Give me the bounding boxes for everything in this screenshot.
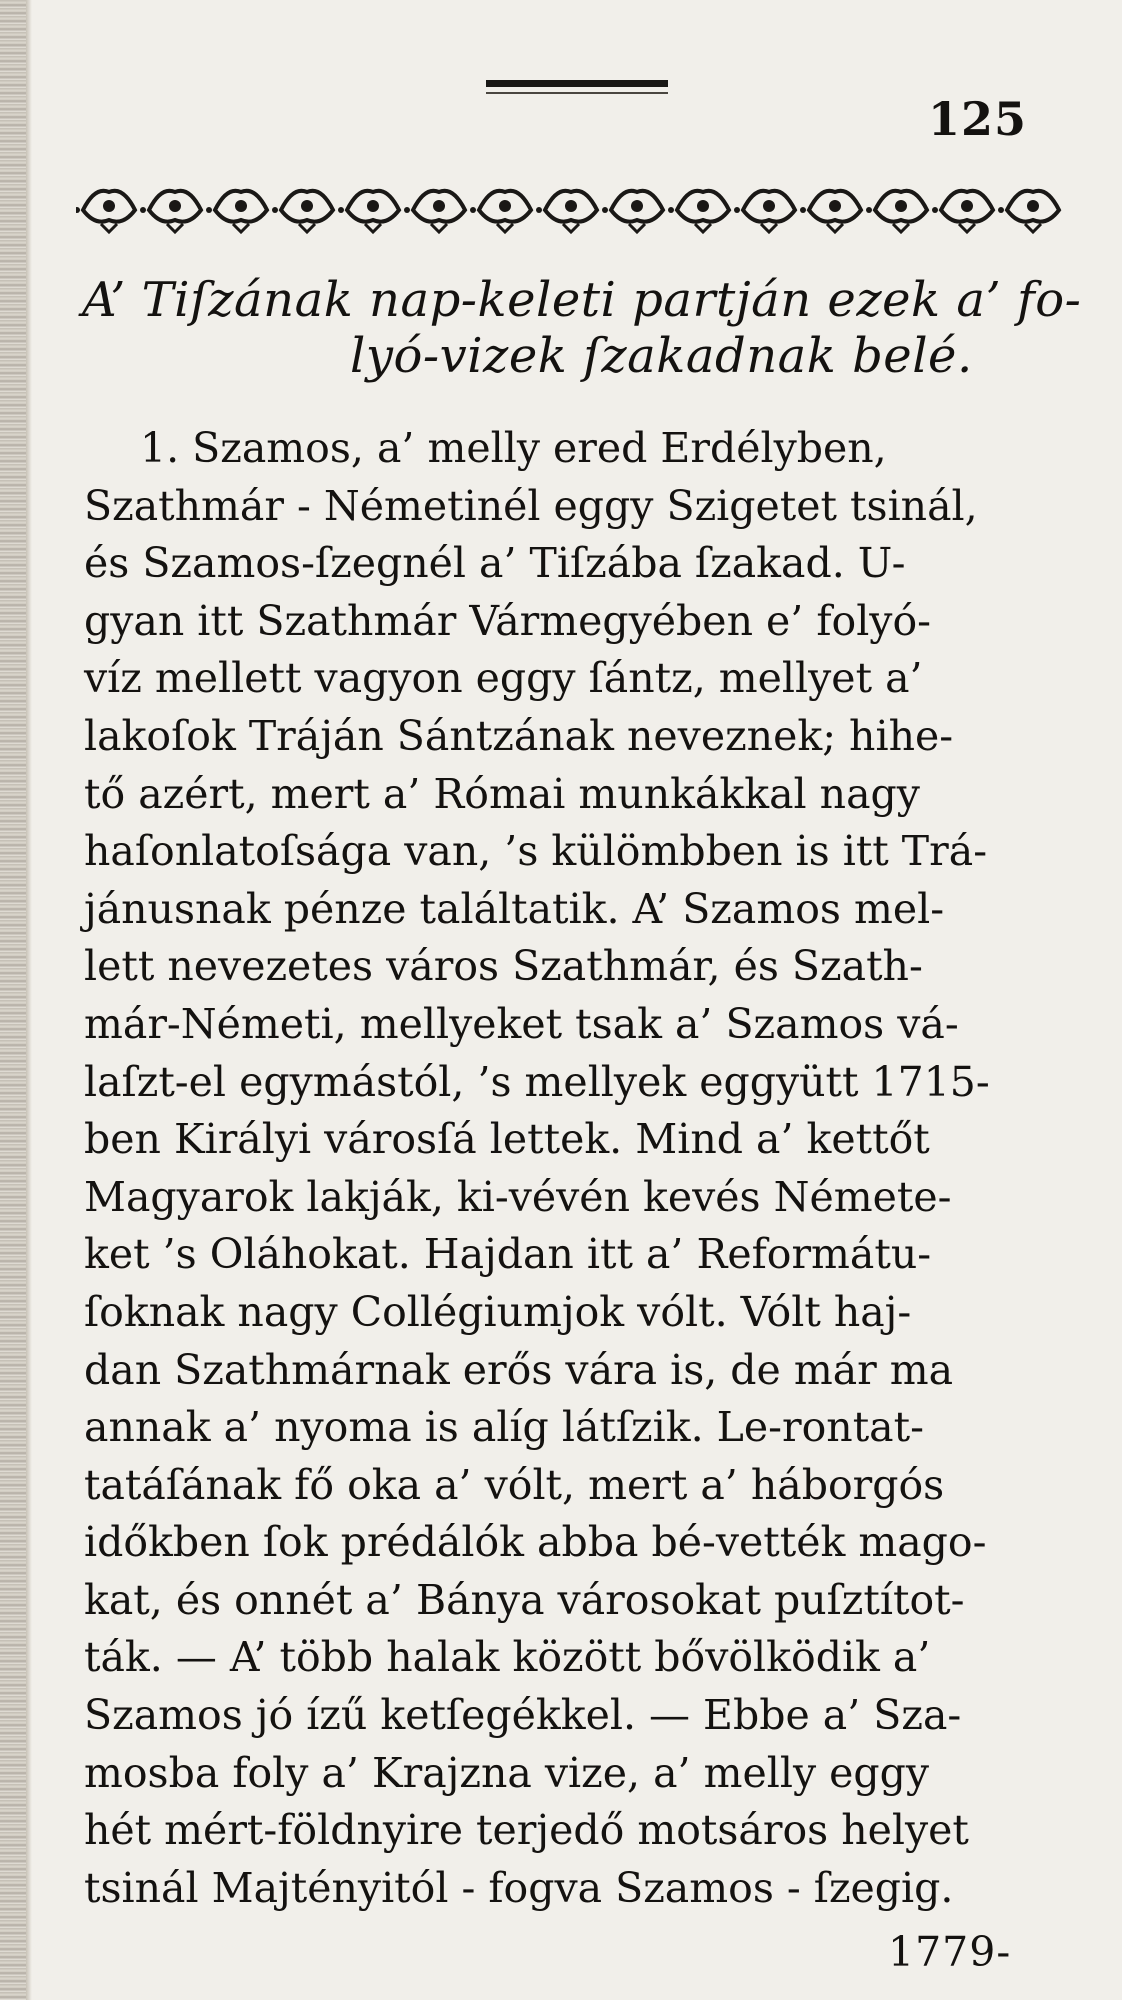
page-number: 125 bbox=[928, 92, 1028, 146]
body-line: gyan itt Szathmár Vármegyében e’ folyó- bbox=[84, 596, 932, 645]
fleuron-icon bbox=[998, 191, 1059, 232]
body-line: mosba foly a’ Krajzna vize, a’ melly eggy bbox=[84, 1748, 930, 1797]
fleuron-icon bbox=[800, 191, 861, 232]
body-line: és Szamos-ſzegnél a’ Tiſzába ſzakad. U- bbox=[84, 539, 906, 588]
body-line: Magyarok lakják, ki-vévén kevés Némete- bbox=[84, 1172, 952, 1221]
body-line: hét mért-földnyire terjedő motsáros helyet bbox=[84, 1806, 969, 1855]
body-line: ták. — A’ több halak között bővölködik a’ bbox=[84, 1633, 931, 1682]
fleuron-icon bbox=[866, 191, 927, 232]
fleuron-icon bbox=[272, 191, 333, 232]
body-line: annak a’ nyoma is alíg látſzik. Le-rontat- bbox=[84, 1403, 924, 1452]
header-rule-thin bbox=[486, 92, 668, 94]
body-line: ket ’s Oláhokat. Hajdan itt a’ Reformátu- bbox=[84, 1230, 932, 1279]
body-line: tatáſának fő oka a’ vólt, mert a’ háborgós bbox=[84, 1460, 945, 1509]
heading-line-1: A’ Tiſzának nap-keleti partján ezek a’ fo- bbox=[82, 272, 1082, 328]
body-line: kat, és onnét a’ Bánya városokat puſztítot- bbox=[84, 1575, 965, 1624]
body-line: laſzt-el egymástól, ’s mellyek eggyütt 1715- bbox=[84, 1057, 990, 1106]
fleuron-icon bbox=[76, 191, 135, 232]
fleuron-icon bbox=[338, 191, 399, 232]
fleuron-icon bbox=[404, 191, 465, 232]
body-line: tő azért, mert a’ Római munkákkal nagy bbox=[84, 769, 920, 818]
header-rule bbox=[486, 80, 668, 87]
body-line: jánusnak pénze találtatik. A’ Szamos mel- bbox=[84, 884, 945, 933]
fleuron-icon bbox=[734, 191, 795, 232]
fleuron-icon bbox=[932, 191, 993, 232]
fleuron-icon bbox=[668, 191, 729, 232]
body-line: ſoknak nagy Collégiumjok vólt. Vólt haj- bbox=[84, 1287, 912, 1336]
heading-line-2: lyó-vizek ſzakadnak belé. bbox=[350, 328, 973, 384]
fleuron-icon bbox=[140, 191, 201, 232]
fleuron-border-ornament bbox=[76, 180, 1066, 240]
body-line: lett nevezetes város Szathmár, és Szath- bbox=[84, 942, 923, 991]
body-line: tsinál Majtényitól - fogva Szamos - ſzegig. bbox=[84, 1863, 954, 1912]
catchword: 1779- bbox=[888, 1928, 1012, 1976]
fleuron-border-svg bbox=[76, 180, 1066, 240]
body-text bbox=[84, 420, 1074, 1917]
fleuron-icon bbox=[206, 191, 267, 232]
body-line: ben Királyi városſá lettek. Mind a’ kettőt bbox=[84, 1115, 930, 1164]
body-line: Szamos jó ízű ketſegékkel. — Ebbe a’ Sza- bbox=[84, 1691, 962, 1740]
body-line: időkben ſok prédálók abba bé-vették mago- bbox=[84, 1518, 987, 1567]
body-line: haſonlatoſsága van, ’s külömbben is itt Trá- bbox=[84, 827, 988, 876]
fleuron-icon bbox=[602, 191, 663, 232]
page-gutter bbox=[0, 0, 26, 2000]
gutter-shadow bbox=[26, 0, 32, 2000]
body-line: Szathmár - Németinél eggy Szigetet tsinál, bbox=[84, 481, 978, 530]
fleuron-icon bbox=[470, 191, 531, 232]
body-line: lakoſok Tráján Sántzának neveznek; hihe- bbox=[84, 711, 954, 760]
body-line: dan Szathmárnak erős vára is, de már ma bbox=[84, 1345, 954, 1394]
body-line: 1. Szamos, a’ melly ered Erdélyben, bbox=[140, 424, 887, 472]
body-line: már-Németi, mellyeket tsak a’ Szamos vá- bbox=[84, 999, 959, 1048]
section-heading bbox=[82, 272, 1082, 384]
fleuron-icon bbox=[536, 191, 597, 232]
body-line: víz mellett vagyon eggy ſántz, mellyet a’ bbox=[84, 654, 923, 703]
